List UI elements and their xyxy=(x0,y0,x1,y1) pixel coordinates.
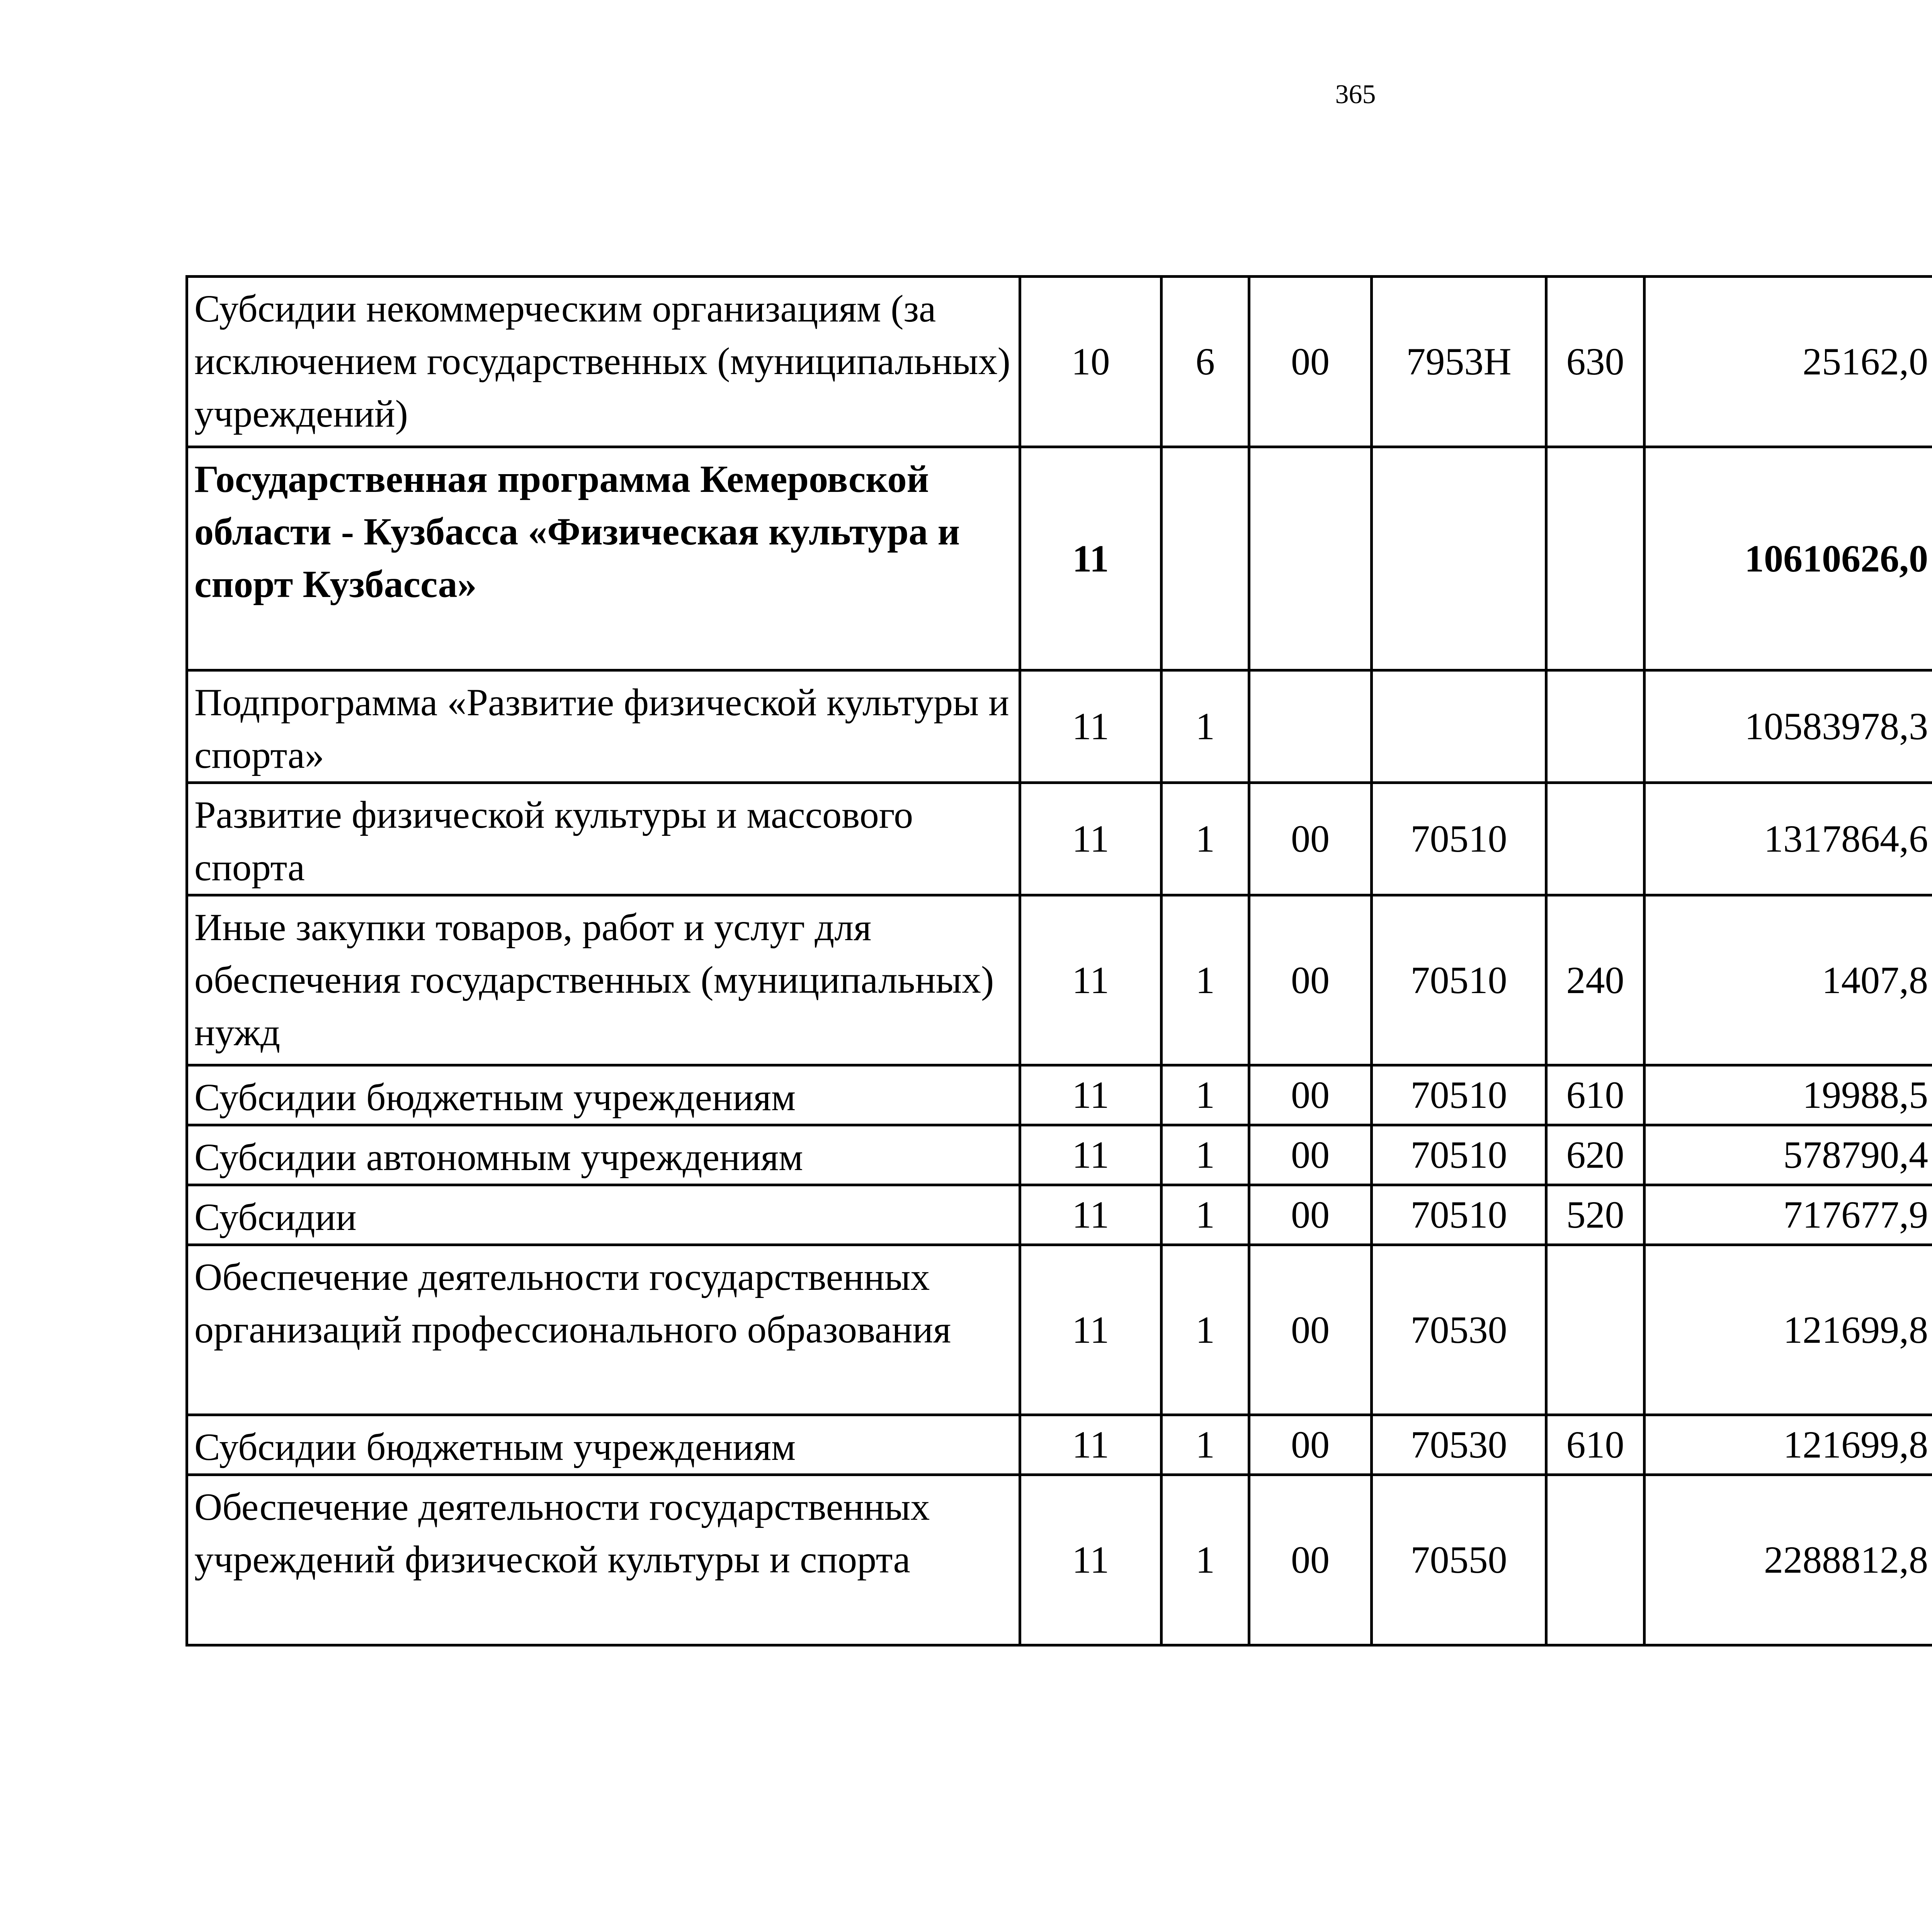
row-name: Обеспечение деятельности государственных организаций профессионального образования xyxy=(187,1245,1020,1415)
subprogram-code: 1 xyxy=(1162,670,1249,783)
table-row xyxy=(187,1185,1932,1245)
row-name: Субсидии некоммерческим организациям (за исключением государственных (муниципальных) учреждений) xyxy=(187,277,1020,447)
subprogram-code: 1 xyxy=(1162,1245,1249,1415)
program-code: 11 xyxy=(1020,783,1162,895)
table-row xyxy=(187,277,1932,447)
direction-code: 70510 xyxy=(1372,1065,1546,1125)
amount-year-1: 10610626,0 xyxy=(1645,447,1932,670)
budget-table xyxy=(185,275,1932,1647)
amount-year-1: 25162,0 xyxy=(1645,277,1932,447)
main-activity-code: 00 xyxy=(1249,1125,1372,1185)
table-row xyxy=(187,1245,1932,1415)
expense-type-code: 610 xyxy=(1546,1065,1645,1125)
main-activity-code: 00 xyxy=(1249,1245,1372,1415)
expense-type-code xyxy=(1546,783,1645,895)
program-code: 11 xyxy=(1020,670,1162,783)
subprogram-code: 1 xyxy=(1162,1415,1249,1475)
direction-code: 70530 xyxy=(1372,1415,1546,1475)
main-activity-code xyxy=(1249,447,1372,670)
direction-code: 70530 xyxy=(1372,1245,1546,1415)
direction-code: 70510 xyxy=(1372,895,1546,1065)
program-code: 11 xyxy=(1020,1415,1162,1475)
page-number: 365 xyxy=(1335,80,1376,109)
expense-type-code: 630 xyxy=(1546,277,1645,447)
main-activity-code: 00 xyxy=(1249,1185,1372,1245)
program-code: 11 xyxy=(1020,447,1162,670)
subprogram-code xyxy=(1162,447,1249,670)
row-name: Обеспечение деятельности государственных учреждений физической культуры и спорта xyxy=(187,1475,1020,1645)
main-activity-code: 00 xyxy=(1249,1415,1372,1475)
amount-year-1: 2288812,8 xyxy=(1645,1475,1932,1645)
amount-year-1: 121699,8 xyxy=(1645,1245,1932,1415)
subprogram-code: 1 xyxy=(1162,1125,1249,1185)
program-code: 11 xyxy=(1020,1065,1162,1125)
program-code: 10 xyxy=(1020,277,1162,447)
expense-type-code xyxy=(1546,670,1645,783)
table-row xyxy=(187,447,1932,670)
program-code: 11 xyxy=(1020,1475,1162,1645)
expense-type-code: 620 xyxy=(1546,1125,1645,1185)
direction-code xyxy=(1372,670,1546,783)
direction-code: 7953Н xyxy=(1372,277,1546,447)
row-name: Государственная программа Кемеровской области - Кузбасса «Физическая культура и спорт Кузбасса» xyxy=(187,447,1020,670)
direction-code: 70550 xyxy=(1372,1475,1546,1645)
expense-type-code: 520 xyxy=(1546,1185,1645,1245)
program-code: 11 xyxy=(1020,895,1162,1065)
row-name: Субсидии автономным учреждениям xyxy=(187,1125,1020,1185)
direction-code: 70510 xyxy=(1372,1125,1546,1185)
amount-year-1: 1317864,6 xyxy=(1645,783,1932,895)
expense-type-code xyxy=(1546,1245,1645,1415)
main-activity-code: 00 xyxy=(1249,783,1372,895)
expense-type-code xyxy=(1546,1475,1645,1645)
amount-year-1: 1407,8 xyxy=(1645,895,1932,1065)
table-row xyxy=(187,1475,1932,1645)
subprogram-code: 1 xyxy=(1162,1185,1249,1245)
row-name: Подпрограмма «Развитие физической культуры и спорта» xyxy=(187,670,1020,783)
table-row xyxy=(187,895,1932,1065)
subprogram-code: 1 xyxy=(1162,783,1249,895)
main-activity-code: 00 xyxy=(1249,1065,1372,1125)
table-row xyxy=(187,1125,1932,1185)
expense-type-code xyxy=(1546,447,1645,670)
amount-year-1: 578790,4 xyxy=(1645,1125,1932,1185)
row-name: Субсидии xyxy=(187,1185,1020,1245)
direction-code xyxy=(1372,447,1546,670)
table-row xyxy=(187,783,1932,895)
table-row xyxy=(187,1065,1932,1125)
row-name: Субсидии бюджетным учреждениям xyxy=(187,1065,1020,1125)
amount-year-1: 121699,8 xyxy=(1645,1415,1932,1475)
subprogram-code: 1 xyxy=(1162,895,1249,1065)
amount-year-1: 10583978,3 xyxy=(1645,670,1932,783)
direction-code: 70510 xyxy=(1372,1185,1546,1245)
row-name: Иные закупки товаров, работ и услуг для обеспечения государственных (муниципальных) нужд xyxy=(187,895,1020,1065)
amount-year-1: 19988,5 xyxy=(1645,1065,1932,1125)
row-name: Субсидии бюджетным учреждениям xyxy=(187,1415,1020,1475)
program-code: 11 xyxy=(1020,1185,1162,1245)
main-activity-code: 00 xyxy=(1249,895,1372,1065)
subprogram-code: 6 xyxy=(1162,277,1249,447)
row-name: Развитие физической культуры и массового спорта xyxy=(187,783,1020,895)
main-activity-code: 00 xyxy=(1249,277,1372,447)
main-activity-code: 00 xyxy=(1249,1475,1372,1645)
table-row xyxy=(187,670,1932,783)
amount-year-1: 717677,9 xyxy=(1645,1185,1932,1245)
program-code: 11 xyxy=(1020,1245,1162,1415)
program-code: 11 xyxy=(1020,1125,1162,1185)
subprogram-code: 1 xyxy=(1162,1475,1249,1645)
expense-type-code: 240 xyxy=(1546,895,1645,1065)
table-row xyxy=(187,1415,1932,1475)
expense-type-code: 610 xyxy=(1546,1415,1645,1475)
direction-code: 70510 xyxy=(1372,783,1546,895)
subprogram-code: 1 xyxy=(1162,1065,1249,1125)
main-activity-code xyxy=(1249,670,1372,783)
